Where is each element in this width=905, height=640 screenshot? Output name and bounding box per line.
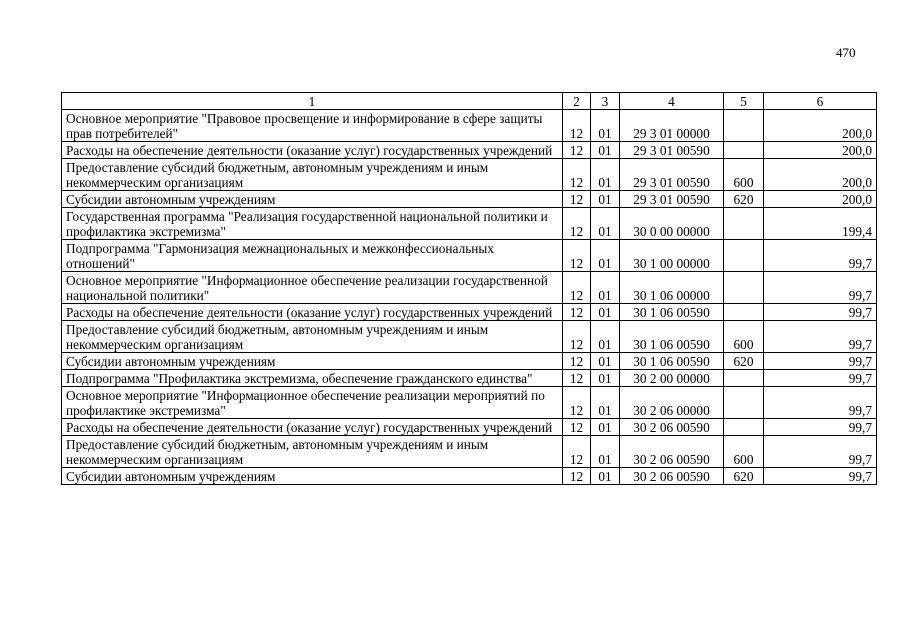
cell-target-code: 30 1 06 00000 [620, 272, 724, 304]
cell-amount: 99,7 [764, 321, 877, 353]
page-number: 470 [836, 45, 856, 60]
table-row [62, 353, 877, 370]
cell-amount: 200,0 [764, 191, 877, 208]
cell-name: Подпрограмма "Гармонизация межнациональных и межконфессиональных отношений" [62, 240, 563, 272]
cell-expense-type [724, 142, 764, 159]
cell-expense-type: 600 [724, 321, 764, 353]
cell-subsection: 01 [591, 468, 620, 485]
cell-expense-type [724, 110, 764, 142]
cell-section: 12 [563, 436, 591, 468]
header-cell-5: 5 [724, 93, 764, 110]
cell-expense-type [724, 272, 764, 304]
cell-target-code: 30 1 06 00590 [620, 353, 724, 370]
cell-target-code: 30 1 06 00590 [620, 304, 724, 321]
budget-table [61, 92, 877, 485]
cell-name: Предоставление субсидий бюджетным, автономным учреждениям и иным некоммерческим организациям [62, 436, 563, 468]
cell-target-code: 30 2 00 00000 [620, 370, 724, 387]
table-row [62, 321, 877, 353]
table-row [62, 191, 877, 208]
cell-amount: 99,7 [764, 370, 877, 387]
table-row [62, 240, 877, 272]
cell-section: 12 [563, 240, 591, 272]
header-cell-3: 3 [591, 93, 620, 110]
table-row [62, 110, 877, 142]
table-row [62, 142, 877, 159]
cell-section: 12 [563, 208, 591, 240]
cell-subsection: 01 [591, 142, 620, 159]
cell-subsection: 01 [591, 353, 620, 370]
cell-target-code: 30 2 06 00590 [620, 419, 724, 436]
cell-amount: 99,7 [764, 353, 877, 370]
table-row [62, 370, 877, 387]
cell-target-code: 30 2 06 00000 [620, 387, 724, 419]
cell-section: 12 [563, 272, 591, 304]
table-row [62, 272, 877, 304]
cell-expense-type [724, 304, 764, 321]
cell-subsection: 01 [591, 208, 620, 240]
table-row [62, 387, 877, 419]
table-row [62, 159, 877, 191]
cell-section: 12 [563, 387, 591, 419]
cell-name: Подпрограмма "Профилактика экстремизма, обеспечение гражданского единства" [62, 370, 563, 387]
cell-name: Расходы на обеспечение деятельности (оказание услуг) государственных учреждений [62, 419, 563, 436]
header-cell-1: 1 [62, 93, 563, 110]
cell-target-code: 30 2 06 00590 [620, 468, 724, 485]
header-cell-2: 2 [563, 93, 591, 110]
cell-expense-type: 620 [724, 468, 764, 485]
cell-subsection: 01 [591, 110, 620, 142]
cell-name: Основное мероприятие "Правовое просвещение и информирование в сфере защиты прав потребителей" [62, 110, 563, 142]
cell-target-code: 29 3 01 00590 [620, 142, 724, 159]
cell-section: 12 [563, 321, 591, 353]
table-header [62, 93, 877, 110]
cell-subsection: 01 [591, 370, 620, 387]
cell-amount: 199,4 [764, 208, 877, 240]
cell-section: 12 [563, 110, 591, 142]
cell-name: Государственная программа "Реализация государственной национальной политики и профилактика экстремизма" [62, 208, 563, 240]
cell-name: Субсидии автономным учреждениям [62, 468, 563, 485]
cell-amount: 99,7 [764, 468, 877, 485]
cell-name: Расходы на обеспечение деятельности (оказание услуг) государственных учреждений [62, 142, 563, 159]
cell-subsection: 01 [591, 304, 620, 321]
header-cell-4: 4 [620, 93, 724, 110]
cell-name: Основное мероприятие "Информационное обеспечение реализации государственной национальной политики" [62, 272, 563, 304]
cell-expense-type [724, 208, 764, 240]
cell-subsection: 01 [591, 272, 620, 304]
cell-section: 12 [563, 370, 591, 387]
cell-name: Расходы на обеспечение деятельности (оказание услуг) государственных учреждений [62, 304, 563, 321]
cell-amount: 99,7 [764, 436, 877, 468]
cell-expense-type [724, 419, 764, 436]
cell-target-code: 29 3 01 00590 [620, 191, 724, 208]
cell-expense-type: 620 [724, 191, 764, 208]
table-row [62, 468, 877, 485]
cell-subsection: 01 [591, 419, 620, 436]
cell-expense-type [724, 240, 764, 272]
cell-section: 12 [563, 419, 591, 436]
header-cell-6: 6 [764, 93, 877, 110]
cell-target-code: 30 1 00 00000 [620, 240, 724, 272]
cell-target-code: 29 3 01 00590 [620, 159, 724, 191]
cell-name: Предоставление субсидий бюджетным, автономным учреждениям и иным некоммерческим организациям [62, 159, 563, 191]
table-row [62, 419, 877, 436]
cell-subsection: 01 [591, 240, 620, 272]
cell-section: 12 [563, 304, 591, 321]
cell-name: Предоставление субсидий бюджетным, автономным учреждениям и иным некоммерческим организациям [62, 321, 563, 353]
cell-expense-type: 600 [724, 436, 764, 468]
cell-target-code: 30 0 00 00000 [620, 208, 724, 240]
cell-amount: 99,7 [764, 419, 877, 436]
cell-section: 12 [563, 159, 591, 191]
cell-section: 12 [563, 142, 591, 159]
cell-section: 12 [563, 468, 591, 485]
table-row [62, 208, 877, 240]
cell-target-code: 30 2 06 00590 [620, 436, 724, 468]
cell-amount: 99,7 [764, 272, 877, 304]
cell-subsection: 01 [591, 321, 620, 353]
cell-amount: 99,7 [764, 387, 877, 419]
cell-amount: 99,7 [764, 240, 877, 272]
cell-name: Субсидии автономным учреждениям [62, 191, 563, 208]
cell-amount: 200,0 [764, 110, 877, 142]
cell-amount: 200,0 [764, 142, 877, 159]
cell-subsection: 01 [591, 159, 620, 191]
cell-target-code: 30 1 06 00590 [620, 321, 724, 353]
cell-subsection: 01 [591, 436, 620, 468]
cell-amount: 99,7 [764, 304, 877, 321]
cell-section: 12 [563, 353, 591, 370]
table-row [62, 304, 877, 321]
cell-subsection: 01 [591, 387, 620, 419]
cell-expense-type: 620 [724, 353, 764, 370]
cell-expense-type [724, 387, 764, 419]
table-row [62, 436, 877, 468]
cell-name: Субсидии автономным учреждениям [62, 353, 563, 370]
cell-target-code: 29 3 01 00000 [620, 110, 724, 142]
header-row [62, 93, 877, 110]
cell-subsection: 01 [591, 191, 620, 208]
table-body [62, 110, 877, 485]
cell-expense-type: 600 [724, 159, 764, 191]
cell-amount: 200,0 [764, 159, 877, 191]
cell-expense-type [724, 370, 764, 387]
cell-name: Основное мероприятие "Информационное обеспечение реализации мероприятий по профилактике экстремизма" [62, 387, 563, 419]
cell-section: 12 [563, 191, 591, 208]
